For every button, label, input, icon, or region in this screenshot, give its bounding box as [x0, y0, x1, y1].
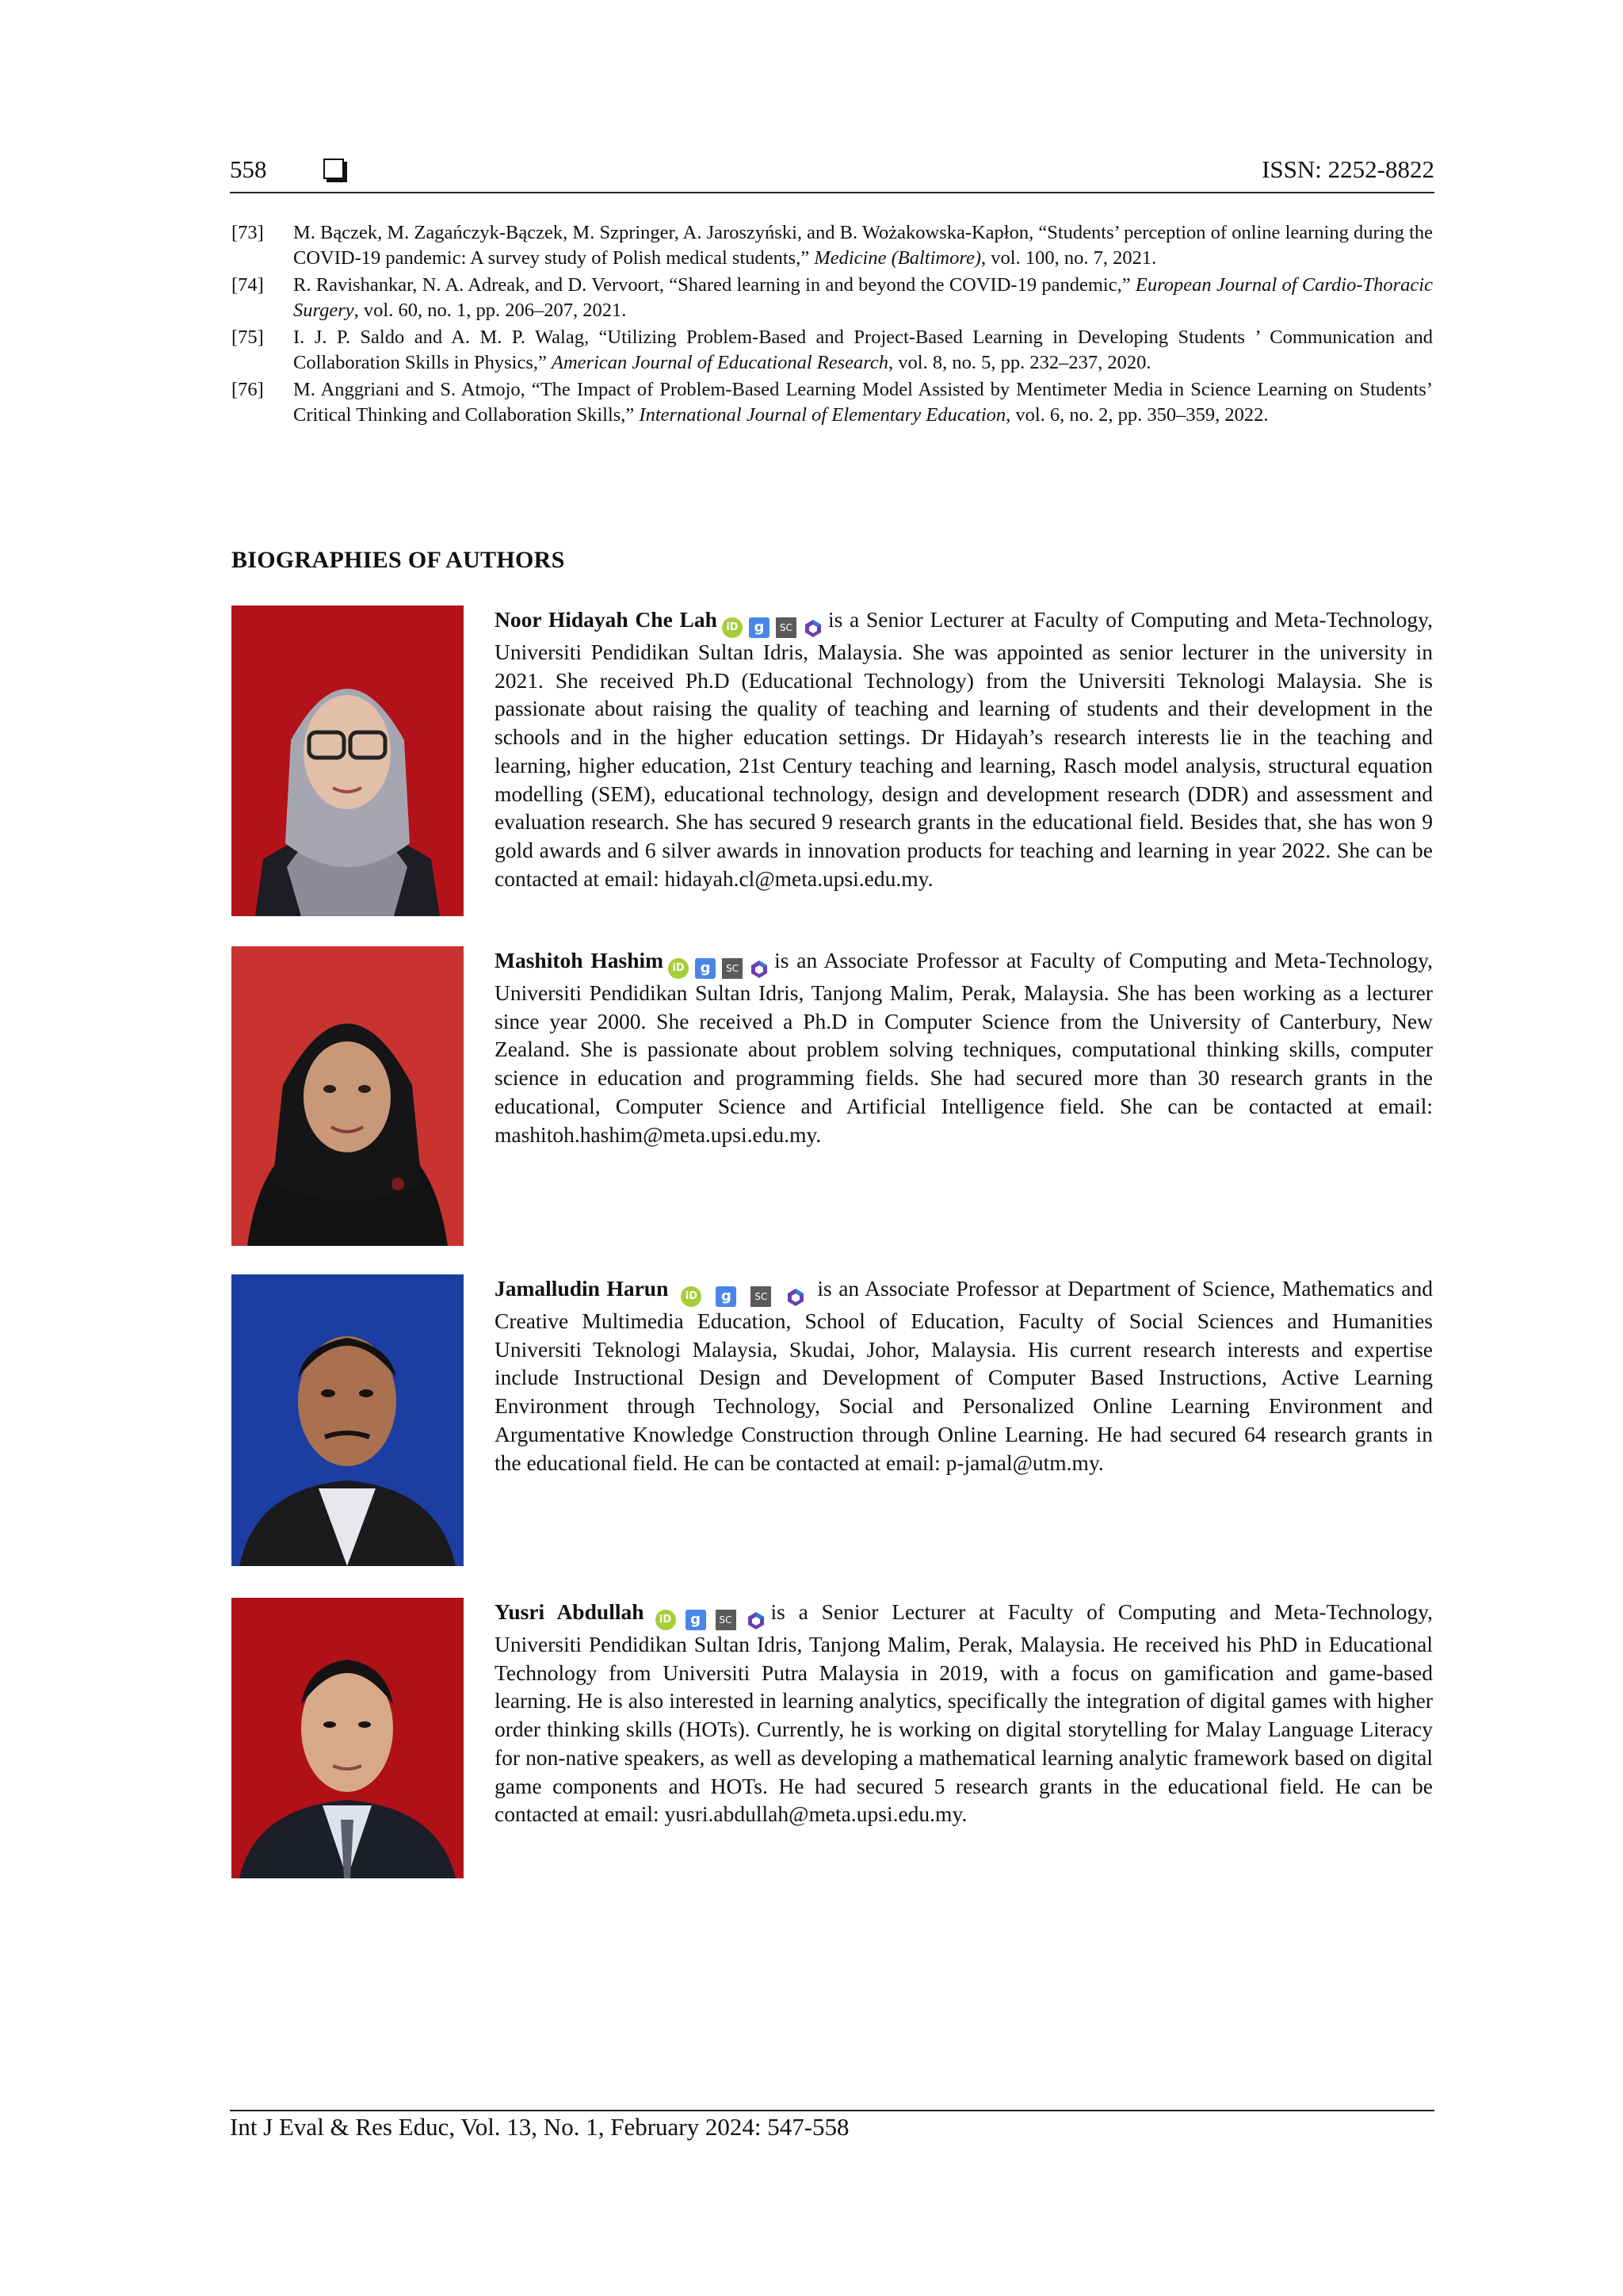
- author-bio-text: is a Senior Lecturer at Faculty of Computing and Meta-Technology, Universiti Pendidikan Sultan Idris, Tanjong Malim, Perak, Malaysia. He received his PhD in Educational Technology from Universiti Putra Malaysia in 2019, with a focus on gamification and game-based learning. He is also interested in learning analytics, specifically the integration of digital games with higher order thinking skills (HOTs). Currently, he is working on digital storytelling for Malay Language Literacy for non-native speakers, as well as developing a mathematical learning analytic framework based on digital game components and HOTs. He had secured 5 research grants in the educational field. He can be contacted at email: yusri.abdullah@meta.upsi.edu.my.: [495, 1599, 1434, 1827]
- reference-item: [231, 325, 1433, 376]
- web-of-science-icon[interactable]: [803, 617, 823, 638]
- author-bio: [495, 606, 1433, 892]
- profile-badges: [655, 1610, 766, 1630]
- author-photo: [231, 1274, 464, 1566]
- reference-number: [74]: [231, 274, 264, 296]
- page-number: 558: [230, 155, 267, 183]
- author-name: Mashitoh Hashim: [495, 948, 664, 972]
- author-bio: [495, 946, 1433, 1148]
- scopus-icon[interactable]: SC: [750, 1286, 771, 1307]
- author-bio-text: is a Senior Lecturer at Faculty of Computing and Meta-Technology, Universiti Pendidikan Sultan Idris, Malaysia. She was appointed as senior lecturer in the university in 2021. She received Ph.D (Educational Technology) from the Universiti Teknologi Malaysia. She is passionate about raising the quality of teaching and learning of students and their development in the schools and in the higher education settings. Dr Hidayah’s research interests lie in the teaching and learning, higher education, 21st Century teaching and learning, Rasch model analysis, structural equation modelling (SEM), educational technology, design and development research (DDR) and assessment and evaluation research. She has secured 9 research grants in the educational field. Besides that, she has won 9 gold awards and 6 silver awards in innovation products for teaching and learning in year 2022. She can be contacted at email: hidayah.cl@meta.upsi.edu.my.: [495, 607, 1434, 891]
- scopus-icon[interactable]: SC: [722, 958, 743, 979]
- orcid-icon[interactable]: iD: [668, 958, 689, 979]
- profile-badges: [681, 1286, 806, 1307]
- footer-citation: Int J Eval & Res Educ, Vol. 13, No. 1, February 2024: 547-558: [230, 2113, 850, 2141]
- reference-number: [76]: [231, 379, 264, 400]
- author-photo: [231, 946, 464, 1246]
- scopus-icon[interactable]: SC: [776, 617, 796, 638]
- author-photo: [231, 1598, 464, 1878]
- google-scholar-icon[interactable]: g: [749, 617, 769, 638]
- reference-text: M. Anggriani and S. Atmojo, “The Impact of Problem-Based Learning Model Assisted by Mentimeter Media in Science Learning on Students’ Critical Thinking and Collaboration Skills,” International Journal of Elementary Education, vol. 6, no. 2, pp. 350–359, 2022.: [293, 379, 1433, 426]
- journal-title: American Journal of Educational Research: [552, 352, 889, 373]
- reference-text: M. Bączek, M. Zagańczyk-Bączek, M. Szpringer, A. Jaroszyński, and B. Wożakowska-Kapłon, “Students’ perception of online learning during the COVID-19 pandemic: A survey study of Polish medical students,” Medicine (Baltimore), vol. 100, no. 7, 2021.: [293, 222, 1433, 269]
- reference-list: [231, 220, 1433, 430]
- google-scholar-icon[interactable]: g: [695, 958, 716, 979]
- orcid-icon[interactable]: iD: [655, 1610, 676, 1630]
- section-title: BIOGRAPHIES OF AUTHORS: [231, 547, 565, 573]
- reference-number: [75]: [231, 327, 264, 348]
- page-footer: [230, 2110, 1434, 2141]
- author-name: Jamalludin Harun: [495, 1276, 669, 1301]
- profile-badges: [668, 958, 769, 979]
- web-of-science-icon[interactable]: [749, 958, 769, 979]
- google-scholar-icon[interactable]: g: [685, 1610, 706, 1630]
- author-photo: [231, 606, 464, 916]
- author-bio: [495, 1274, 1433, 1477]
- reference-text: R. Ravishankar, N. A. Adreak, and D. Vervoort, “Shared learning in and beyond the COVID-19 pandemic,” European Journal of Cardio-Thoracic Surgery, vol. 60, no. 1, pp. 206–207, 2021.: [293, 274, 1433, 321]
- reference-number: [73]: [231, 222, 264, 243]
- reference-item: [231, 273, 1433, 323]
- google-scholar-icon[interactable]: g: [716, 1286, 736, 1307]
- reference-item: [231, 377, 1433, 428]
- author-bio-text: is an Associate Professor at Department of Science, Mathematics and Creative Multimedia Education, School of Education, Faculty of Social Sciences and Humanities Universiti Teknologi Malaysia, Skudai, Johor, Malaysia. His current research interests and expertise include Instructional Design and Development of Computer Based Instructions, Active Learning Environment through Technology, Social and Personalized Online Learning Environment and Argumentative Knowledge Construction through Online Learning. He had secured 64 research grants in the educational field. He can be contacted at email: p-jamal@utm.my.: [495, 1276, 1433, 1475]
- web-of-science-icon[interactable]: [746, 1610, 766, 1630]
- reference-text: I. J. P. Saldo and A. M. P. Walag, “Utilizing Problem-Based and Project-Based Learning in Developing Students ’ Communication and Collaboration Skills in Physics,” American Journal of Educational Research, vol. 8, no. 5, pp. 232–237, 2020.: [293, 327, 1433, 373]
- page-header: [230, 155, 1434, 193]
- author-bio-text: is an Associate Professor at Faculty of Computing and Meta-Technology, Universiti Pendidikan Sultan Idris, Tanjong Malim, Perak, Malaysia. She has been working as a lecturer since year 2000. She received a Ph.D in Computer Science from the University of Canterbury, New Zealand. She is passionate about problem solving techniques, computational thinking skills, computer science in education and programming fields. She had secured more than 30 research grants in the educational, Computer Science and Artificial Intelligence field. She can be contacted at email: mashitoh.hashim@meta.upsi.edu.my.: [495, 948, 1433, 1147]
- issn-label: ISSN: 2252-8822: [1262, 155, 1434, 183]
- reference-item: [231, 220, 1433, 271]
- journal-title: International Journal of Elementary Education: [639, 404, 1006, 426]
- scopus-icon[interactable]: SC: [716, 1610, 736, 1630]
- profile-badges: [722, 617, 823, 638]
- author-bio: [495, 1598, 1433, 1828]
- orcid-icon[interactable]: iD: [722, 617, 743, 638]
- author-name: Noor Hidayah Che Lah: [495, 607, 717, 632]
- journal-title: Medicine (Baltimore): [814, 247, 982, 269]
- author-name: Yusri Abdullah: [495, 1599, 644, 1624]
- web-of-science-icon[interactable]: [785, 1286, 806, 1307]
- checkbox-square-icon: [323, 159, 344, 179]
- journal-title: European Journal of Cardio-Thoracic Surgery: [293, 274, 1433, 321]
- orcid-icon[interactable]: iD: [681, 1286, 701, 1307]
